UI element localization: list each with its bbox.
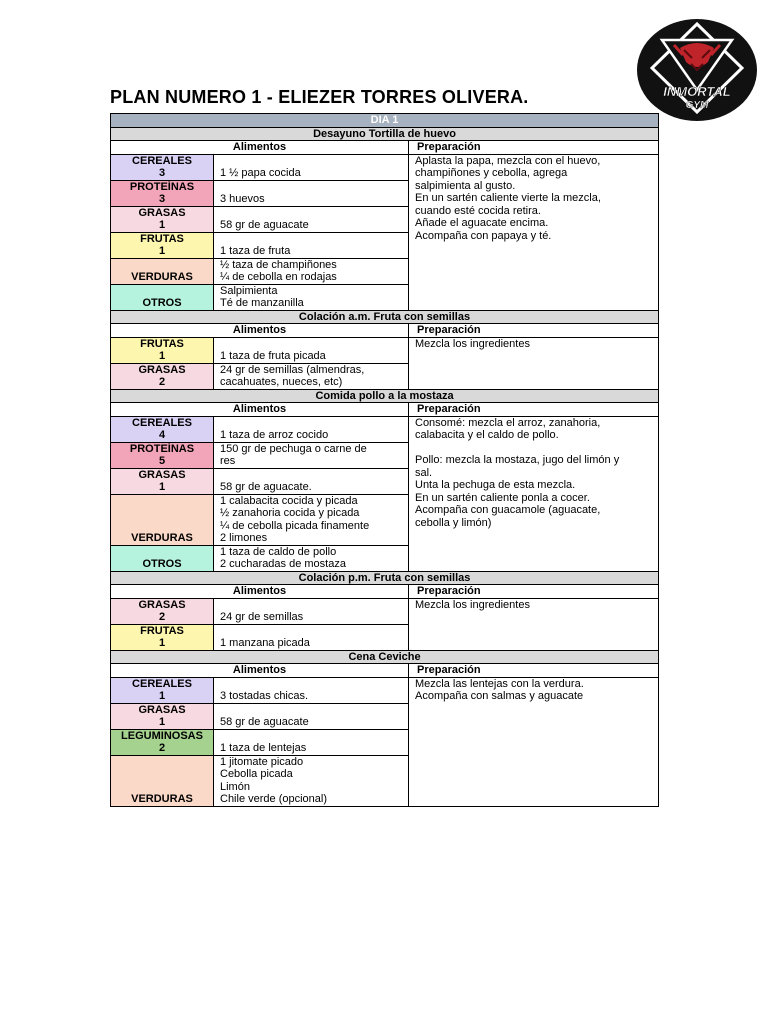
food-items-cell xyxy=(214,598,409,624)
food-items-cell xyxy=(214,494,409,545)
food-group-portions: 5 xyxy=(158,455,166,467)
food-item: Limón xyxy=(220,780,250,793)
prep-column-header: Preparación xyxy=(409,585,659,599)
food-group-cell xyxy=(111,703,214,729)
food-row xyxy=(111,677,659,703)
food-group-name: GRASAS xyxy=(138,363,186,376)
preparation-line: Mezcla los ingredientes xyxy=(415,337,530,350)
food-items-cell xyxy=(214,232,409,258)
food-item: ¼ de cebolla en rodajas xyxy=(220,271,337,283)
food-item: Chile verde (opcional) xyxy=(220,793,327,805)
food-item: 1 taza de fruta xyxy=(220,245,291,257)
food-group-cell xyxy=(111,598,214,624)
food-row xyxy=(111,154,659,180)
prep-column-header: Preparación xyxy=(409,664,659,678)
preparation-cell xyxy=(409,337,659,389)
food-item: Té de manzanilla xyxy=(220,297,304,309)
food-group-portions: 2 xyxy=(158,376,166,388)
preparation-line: Acompaña con salmas y aguacate xyxy=(415,690,584,702)
meal-title: Comida pollo a la mostaza xyxy=(111,389,659,403)
food-group-cell xyxy=(111,258,214,284)
food-items-cell xyxy=(214,180,409,206)
meal-title-row xyxy=(111,650,659,664)
prep-column-header: Preparación xyxy=(409,403,659,417)
column-header-row xyxy=(111,403,659,417)
food-item: ½ taza de champiñones xyxy=(220,258,337,271)
food-group-name: GRASAS xyxy=(138,703,186,716)
food-group-cell xyxy=(111,337,214,363)
meal-title: Cena Ceviche xyxy=(111,650,659,664)
food-items-cell xyxy=(214,468,409,494)
food-item: 2 cucharadas de mostaza xyxy=(220,558,346,570)
food-group-cell xyxy=(111,494,214,545)
food-group-cell xyxy=(111,468,214,494)
food-item: ½ zanahoria cocida y picada xyxy=(220,507,360,519)
food-item: 2 limones xyxy=(220,532,268,544)
food-item: 1 taza de fruta picada xyxy=(220,350,326,362)
food-group-cell xyxy=(111,416,214,442)
food-group-name: OTROS xyxy=(142,558,182,570)
foods-column-header: Alimentos xyxy=(111,141,409,155)
food-group-name: VERDURAS xyxy=(131,532,193,544)
food-item: 3 tostadas chicas. xyxy=(220,690,309,702)
food-group-name: VERDURAS xyxy=(131,271,193,283)
preparation-line: En un sartén caliente vierte la mezcla, xyxy=(415,192,601,204)
preparation-cell xyxy=(409,416,659,571)
preparation-line: Pollo: mezcla la mostaza, jugo del limón y xyxy=(415,454,620,466)
preparation-cell xyxy=(409,598,659,650)
food-item: 1 manzana picada xyxy=(220,637,310,649)
meal-title: Colación p.m. Fruta con semillas xyxy=(111,571,659,585)
food-group-portions: 1 xyxy=(158,219,166,231)
food-group-cell xyxy=(111,232,214,258)
meal-title: Desayuno Tortilla de huevo xyxy=(111,127,659,141)
preparation-line: Mezcla los ingredientes xyxy=(415,598,530,611)
food-group-name: OTROS xyxy=(142,297,182,309)
food-item: 24 gr de semillas xyxy=(220,611,304,623)
food-items-cell xyxy=(214,703,409,729)
preparation-line: champiñones y cebolla, agrega xyxy=(415,167,568,179)
food-item: 1 ½ papa cocida xyxy=(220,167,301,179)
food-items-cell xyxy=(214,624,409,650)
foods-column-header: Alimentos xyxy=(111,324,409,338)
column-header-row xyxy=(111,324,659,338)
preparation-line: Añade el aguacate encima. xyxy=(415,217,549,229)
food-group-name: GRASAS xyxy=(138,206,186,219)
food-items-cell xyxy=(214,206,409,232)
food-group-name: LEGUMINOSAS xyxy=(121,729,203,742)
food-group-portions: 1 xyxy=(158,716,166,728)
food-group-cell xyxy=(111,677,214,703)
preparation-line: cuando esté cocida retira. xyxy=(415,204,541,217)
food-item: Cebolla picada xyxy=(220,768,293,780)
food-group-name: GRASAS xyxy=(138,468,186,481)
food-group-cell xyxy=(111,442,214,468)
food-group-portions: 2 xyxy=(158,742,166,754)
food-item: 58 gr de aguacate xyxy=(220,219,309,231)
food-item: 24 gr de semillas (almendras, xyxy=(220,363,365,376)
logo-name-text: INMORTAL xyxy=(663,84,731,99)
food-group-portions: 1 xyxy=(158,350,166,362)
day-label: DIA 1 xyxy=(111,114,659,128)
prep-column-header: Preparación xyxy=(409,324,659,338)
meal-title-row xyxy=(111,571,659,585)
food-group-cell xyxy=(111,154,214,180)
food-item: 58 gr de aguacate. xyxy=(220,481,312,493)
preparation-line: Aplasta la papa, mezcla con el huevo, xyxy=(415,154,601,167)
food-items-cell xyxy=(214,729,409,755)
preparation-line: Unta la pechuga de esta mezcla. xyxy=(415,479,576,491)
logo-gym-text: GYM xyxy=(685,100,709,111)
column-header-row xyxy=(111,664,659,678)
food-group-name: PROTEÍNAS xyxy=(129,180,195,193)
food-group-portions: 4 xyxy=(158,429,166,441)
food-row xyxy=(111,416,659,442)
food-group-portions: 1 xyxy=(158,637,166,649)
foods-column-header: Alimentos xyxy=(111,403,409,417)
food-item: 1 taza de caldo de pollo xyxy=(220,545,337,558)
preparation-line: Acompaña con guacamole (aguacate, xyxy=(415,504,601,516)
food-items-cell xyxy=(214,337,409,363)
food-items-cell xyxy=(214,442,409,468)
food-items-cell xyxy=(214,154,409,180)
food-items-cell xyxy=(214,416,409,442)
food-group-cell xyxy=(111,624,214,650)
food-group-name: CEREALES xyxy=(132,416,192,429)
food-group-cell xyxy=(111,363,214,389)
food-group-portions: 1 xyxy=(158,481,166,493)
meal-title-row xyxy=(111,310,659,324)
food-group-name: FRUTAS xyxy=(140,337,184,350)
preparation-cell xyxy=(409,154,659,310)
preparation-line: salpimienta al gusto. xyxy=(415,179,516,192)
food-item: cacahuates, nueces, etc) xyxy=(220,376,343,388)
food-group-name: CEREALES xyxy=(132,677,192,690)
day-header-row xyxy=(111,114,659,128)
food-group-portions: 1 xyxy=(158,690,166,702)
food-group-cell xyxy=(111,180,214,206)
food-items-cell xyxy=(214,363,409,389)
column-header-row xyxy=(111,141,659,155)
food-group-name: CEREALES xyxy=(132,154,192,167)
gym-logo xyxy=(636,18,758,122)
food-items-cell xyxy=(214,677,409,703)
food-items-cell xyxy=(214,258,409,284)
preparation-line: calabacita y el caldo de pollo. xyxy=(415,429,559,441)
meal-title-row xyxy=(111,389,659,403)
foods-column-header: Alimentos xyxy=(111,585,409,599)
page-title: PLAN NUMERO 1 - ELIEZER TORRES OLIVERA. xyxy=(110,87,529,107)
food-group-portions: 3 xyxy=(158,167,166,179)
preparation-cell xyxy=(409,677,659,806)
food-item: 58 gr de aguacate xyxy=(220,716,309,728)
food-group-cell xyxy=(111,545,214,571)
food-item: 1 jitomate picado xyxy=(220,755,304,768)
food-group-portions: 1 xyxy=(158,245,166,257)
foods-column-header: Alimentos xyxy=(111,664,409,678)
food-group-name: PROTEÍNAS xyxy=(129,442,195,455)
food-group-portions: 3 xyxy=(158,193,166,205)
food-group-name: GRASAS xyxy=(138,598,186,611)
preparation-line: Consomé: mezcla el arroz, zanahoria, xyxy=(415,416,601,429)
food-item: res xyxy=(220,455,236,467)
preparation-line: En un sartén caliente ponla a cocer. xyxy=(415,491,590,504)
food-row xyxy=(111,598,659,624)
meal-title: Colación a.m. Fruta con semillas xyxy=(111,310,659,324)
food-row xyxy=(111,337,659,363)
food-item: 3 huevos xyxy=(220,193,265,205)
preparation-line: sal. xyxy=(415,466,433,479)
food-group-cell xyxy=(111,284,214,310)
preparation-line: Mezcla las lentejas con la verdura. xyxy=(415,677,584,690)
preparation-line xyxy=(415,442,654,455)
food-item: Salpimienta xyxy=(220,284,278,297)
meal-plan-table xyxy=(110,113,659,807)
preparation-line: Acompaña con papaya y té. xyxy=(415,229,552,242)
column-header-row xyxy=(111,585,659,599)
food-items-cell xyxy=(214,755,409,806)
food-group-name: FRUTAS xyxy=(140,624,184,637)
food-items-cell xyxy=(214,284,409,310)
preparation-line: cebolla y limón) xyxy=(415,516,492,529)
food-group-cell xyxy=(111,206,214,232)
food-items-cell xyxy=(214,545,409,571)
food-group-portions: 2 xyxy=(158,611,166,623)
food-group-cell xyxy=(111,755,214,806)
food-item: 1 taza de lentejas xyxy=(220,742,307,754)
food-item: 150 gr de pechuga o carne de xyxy=(220,442,367,455)
food-item: 1 taza de arroz cocido xyxy=(220,429,329,441)
food-group-cell xyxy=(111,729,214,755)
food-group-name: VERDURAS xyxy=(131,793,193,805)
meal-title-row xyxy=(111,127,659,141)
food-group-name: FRUTAS xyxy=(140,232,184,245)
food-item: ¼ de cebolla picada finamente xyxy=(220,519,370,532)
prep-column-header: Preparación xyxy=(409,141,659,155)
food-item: 1 calabacita cocida y picada xyxy=(220,494,358,507)
